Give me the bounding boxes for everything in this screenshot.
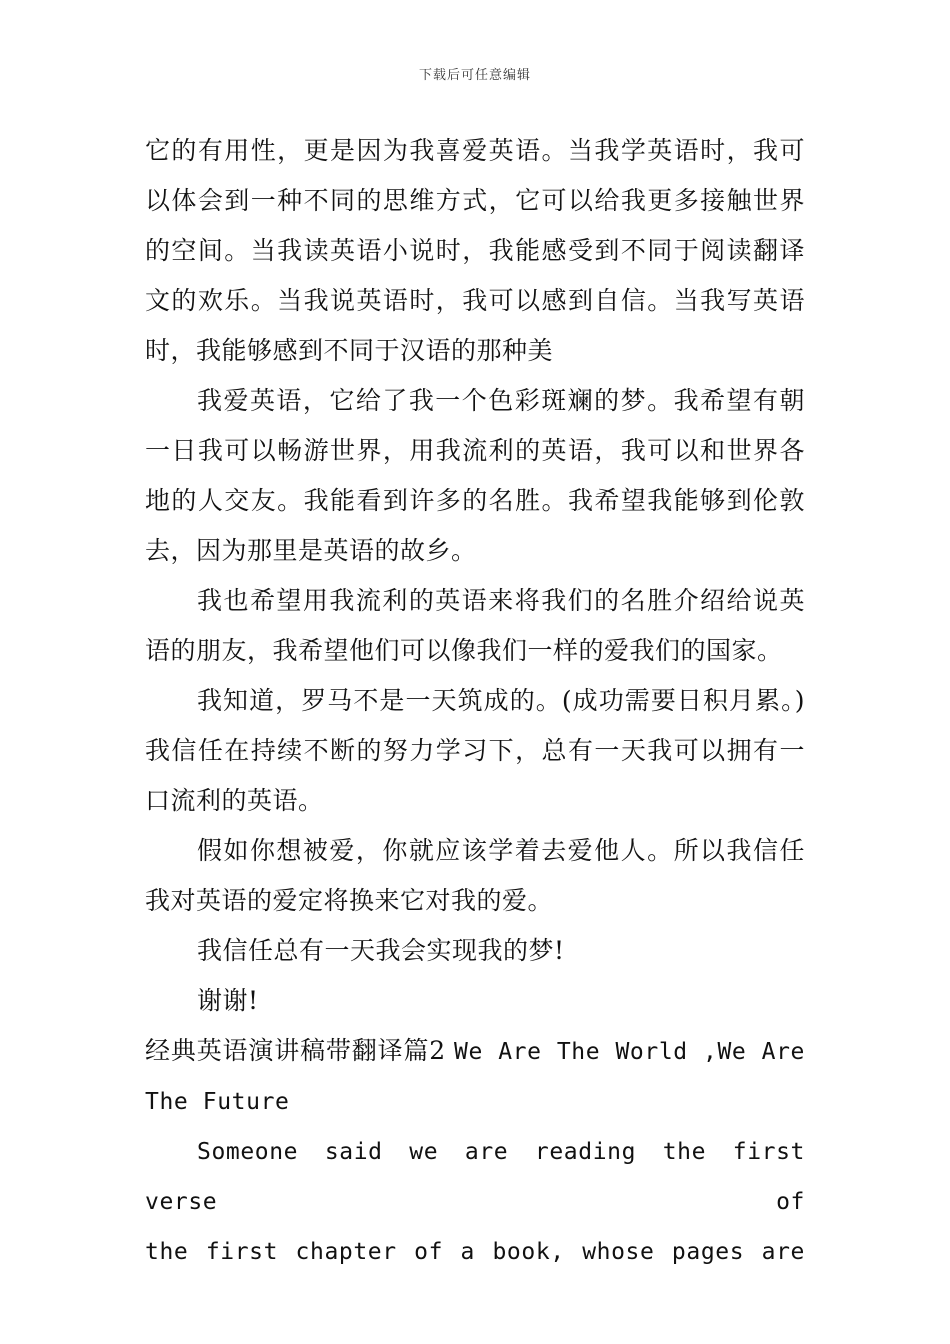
paragraph-5: 假如你想被爱，你就应该学着去爱他人。所以我信任我对英语的爱定将换来它对我的爱。 (145, 836, 805, 915)
english-paragraph-line-2: the first chapter of a book, whose pages are (145, 1239, 805, 1265)
paragraph-1: 它的有用性，更是因为我喜爱英语。当我学英语时，我可以体会到一种不同的思维方式，它可以给我更多接触世界的空间。当我读英语小说时，我能感受到不同于阅读翻译文的欢乐。当我说英语时，我可以感到自信。当我写英语时，我能够感到不同于汉语的那种美 (145, 136, 805, 365)
document-body (145, 126, 805, 1277)
paragraph-4: 我知道，罗马不是一天筑成的。(成功需要日积月累。)我信任在持续不断的努力学习下，总有一天我可以拥有一口流利的英语。 (145, 686, 805, 815)
paragraph-7: 谢谢! (197, 986, 259, 1015)
paragraph-6: 我信任总有一天我会实现我的梦! (197, 936, 565, 965)
paragraph-2: 我爱英语，它给了我一个色彩斑斓的梦。我希望有朝一日我可以畅游世界，用我流利的英语，我可以和世界各地的人交友。我能看到许多的名胜。我希望我能够到伦敦去，因为那里是英语的故乡。 (145, 386, 805, 565)
section-title-line (145, 1026, 805, 1077)
english-title-part-1: We Are The World ,We Are (454, 1039, 805, 1065)
section-title: 经典英语演讲稿带翻译篇2 (145, 1036, 446, 1065)
paragraph-3: 我也希望用我流利的英语来将我们的名胜介绍给说英语的朋友，我希望他们可以像我们一样的爱我们的国家。 (145, 586, 805, 665)
english-title-part-2: The Future (145, 1089, 290, 1115)
page-header: 下载后可任意编辑 (418, 68, 531, 83)
english-paragraph-line-1: Someone said we are reading the first verse of (145, 1139, 805, 1215)
